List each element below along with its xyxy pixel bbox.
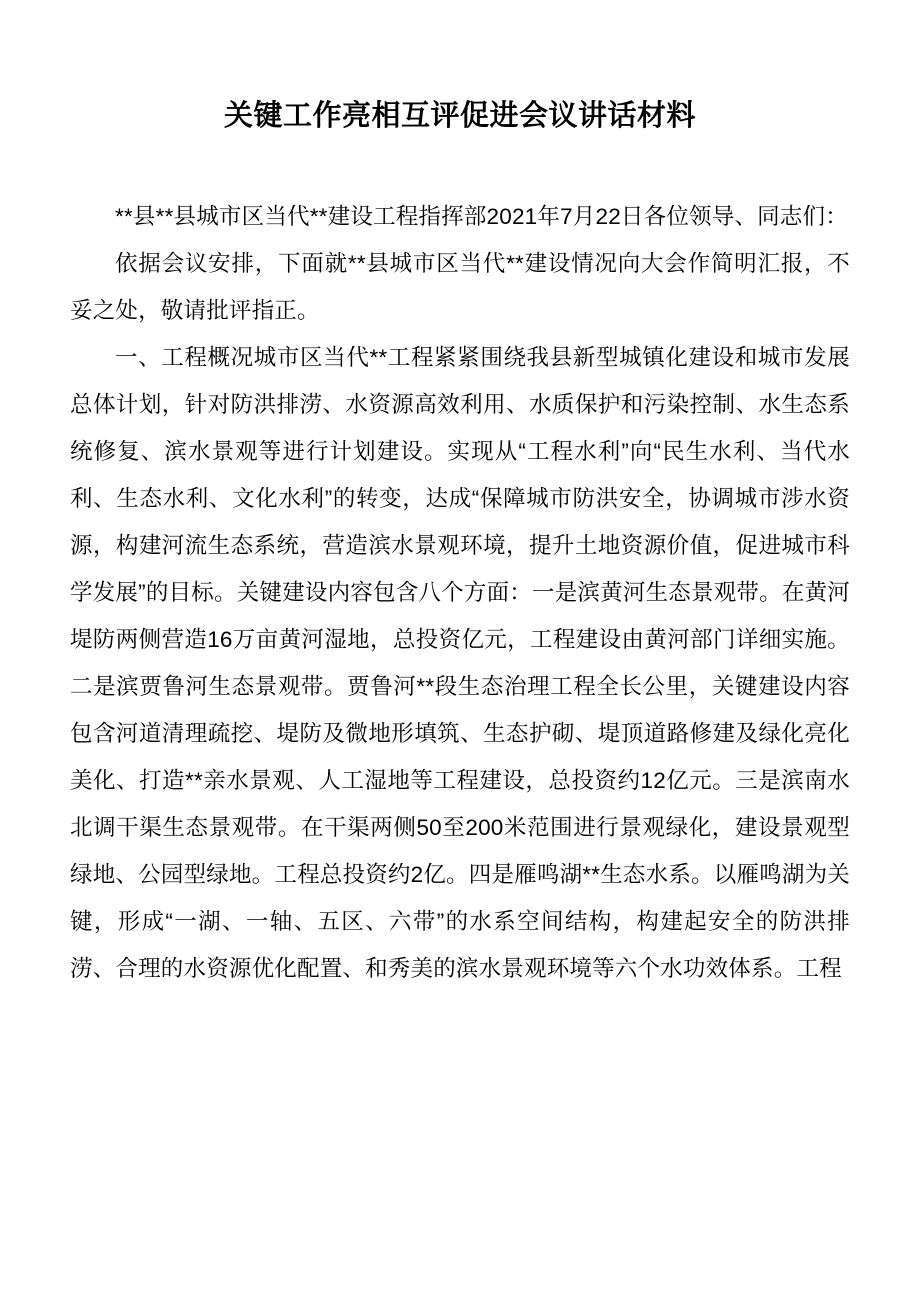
paragraph-2: 依据会议安排，下面就**县城市区当代**建设情况向大会作简明汇报，不妥之处，敬请批评指正。	[70, 250, 850, 323]
paragraph-1: **县**县城市区当代**建设工程指挥部2021年7月22日各位领导、同志们：	[115, 203, 848, 229]
page-title: 关键工作亮相互评促进会议讲话材料	[223, 100, 696, 132]
paragraph-3: 一、工程概况城市区当代**工程紧紧围绕我县新型城镇化建设和城市发展总体计划，针对防洪排涝、水资源高效利用、水质保护和污染控制、水生态系统修复、滨水景观等进行计划建设。实现从“工程水利”向“民生水利、当代水利、生态水利、文化水利”的转变，达成“保障城市防洪安全，协调城市涉水资源，构建河流生态系统，营造滨水景观环境，提升土地资源价值，促进城市科学发展”的目标。关键建设内容包含八个方面：一是滨黄河生态景观带。在黄河堤防两侧营造16万亩黄河湿地，总投资亿元，工程建设由黄河部门详细实施。二是滨贾鲁河生态景观带。贾鲁河**段生态治理工程全长公里，关键建设内容包含河道清理疏挖、堤防及微地形填筑、生态护砌、堤顶道路修建及绿化亮化美化、打造**亲水景观、人工湿地等工程建设，总投资约12亿元。三是滨南水北调干渠生态景观带。在干渠两侧50至200米范围进行景观绿化，建设景观型绿地、公园型绿地。工程总投资约2亿。四是雁鸣湖**生态水系。以雁鸣湖为关键，形成“一湖、一轴、五区、六带”的水系空间结构，构建起安全的防洪排涝、合理的水资源优化配置、和秀美的滨水景观环境等六个水功效体系。工程	[70, 344, 850, 981]
document-body	[70, 193, 850, 992]
